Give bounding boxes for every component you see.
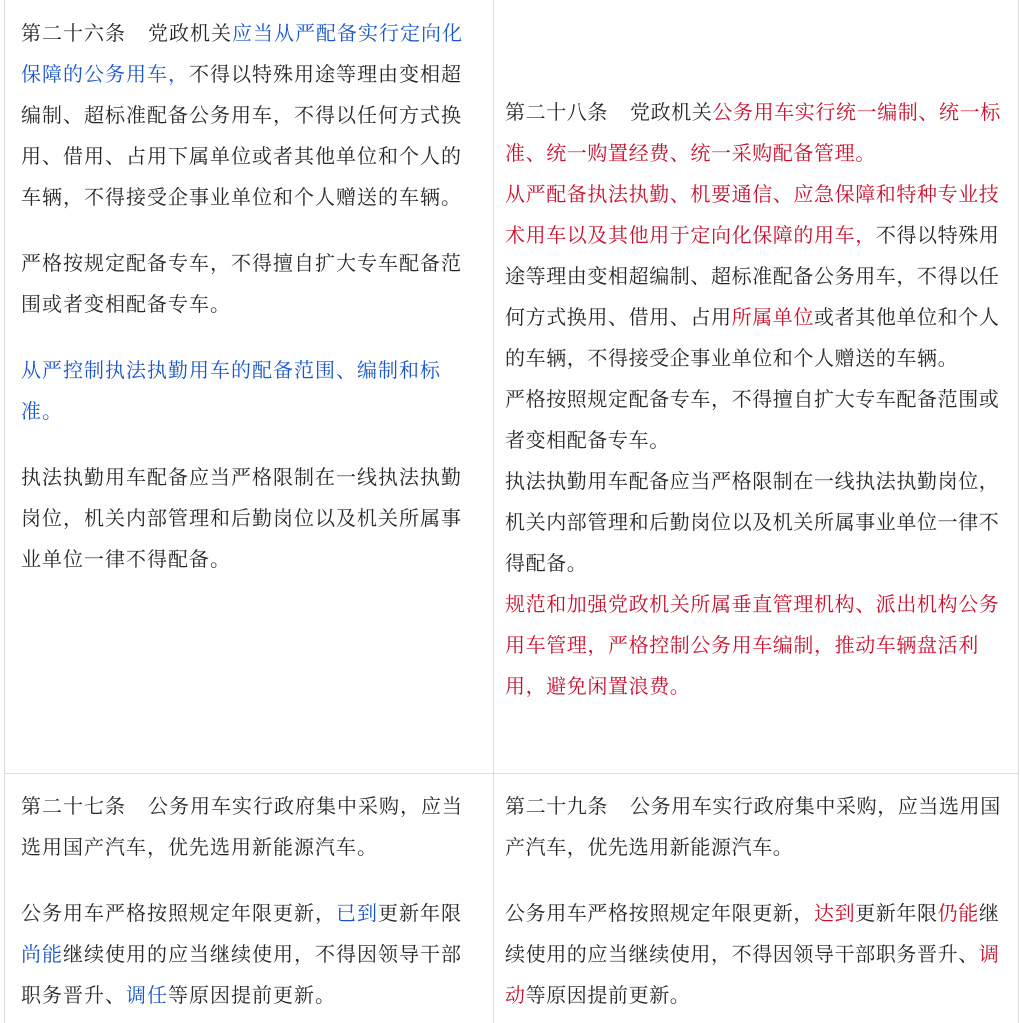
removed-text: 应当从严配备实行定向化保障的公务用车，: [21, 21, 463, 86]
new-article-28-cell: [505, 92, 1007, 707]
column-divider: [493, 0, 494, 1023]
new-article-29-cell: [505, 786, 1007, 1016]
article-number: 第二十九条: [505, 794, 608, 818]
old-article-26-paragraph-1: [21, 13, 479, 218]
old-article-26-cell: [21, 13, 479, 580]
text-segment: 不得以特殊用途等理由变相超编制、超标准配备公务用车，不得以任何方式换用、借用、占用: [505, 223, 1000, 329]
new-article-28-paragraph-1: [505, 92, 1007, 174]
comparison-table: [4, 0, 1019, 1023]
old-article-27-cell: [21, 786, 479, 1016]
removed-text: 调任: [126, 983, 168, 1007]
removed-text: 尚能: [21, 942, 63, 966]
row-divider: [5, 773, 1018, 774]
text-segment: 公务用车严格按照规定年限更新，: [505, 901, 814, 925]
new-article-29-paragraph-2: [505, 893, 1007, 1016]
text-segment: 不得以特殊用途等理由变相超编制、超标准配备公务用车，不得以任何方式换用、借用、占用下属单位或者其他单位和个人的车辆，不得接受企事业单位和个人赠送的车辆。: [21, 62, 462, 209]
new-article-28-paragraph-2: [505, 174, 1007, 379]
added-text: 公务用车实行统一编制、统一标准、统一购置经费、统一采购配备管理。: [505, 100, 1001, 165]
new-article-28-paragraph-5-added: 规范和加强党政机关所属垂直管理机构、派出机构公务用车管理，严格控制公务用车编制，推动车辆盘活利用，避免闲置浪费。: [505, 592, 1000, 698]
new-article-28-paragraph-4: 执法执勤用车配备应当严格限制在一线执法执勤岗位，机关内部管理和后勤岗位以及机关所属事业单位一律不得配备。: [505, 469, 1000, 575]
text-segment: 继续使用的应当继续使用，不得因领导干部职务晋升、: [21, 942, 462, 1007]
text-segment: 或者其他单位和个人的车辆，不得接受企事业单位和个人赠送的车辆。: [505, 305, 1000, 370]
old-article-26-paragraph-3-removed: 从严控制执法执勤用车的配备范围、编制和标准。: [21, 358, 441, 423]
text-segment: 更新年限: [855, 901, 938, 925]
text-segment: 等原因提前更新。: [168, 983, 336, 1007]
old-article-27-paragraph-1: [21, 786, 479, 868]
article-number: 第二十七条: [21, 794, 126, 818]
old-article-26-paragraph-4: 执法执勤用车配备应当严格限制在一线执法执勤岗位，机关内部管理和后勤岗位以及机关所属事业单位一律不得配备。: [21, 465, 462, 571]
text-segment: 公务用车实行政府集中采购，应当选用国产汽车，优先选用新能源汽车。: [505, 794, 1001, 859]
text-segment: 党政机关: [630, 100, 713, 124]
text-segment: 党政机关: [148, 21, 232, 45]
added-text: 所属单位: [731, 305, 815, 329]
text-segment: 等原因提前更新。: [525, 983, 691, 1007]
removed-text: 已到: [336, 901, 378, 925]
added-text: 达到: [814, 901, 856, 925]
text-segment: 公务用车严格按照规定年限更新，: [21, 901, 336, 925]
old-article-27-paragraph-2: [21, 893, 479, 1016]
new-article-28-paragraph-3: 严格按照规定配备专车，不得擅自扩大专车配备范围或者变相配备专车。: [505, 387, 1000, 452]
article-number: 第二十八条: [505, 100, 608, 124]
article-number: 第二十六条: [21, 21, 126, 45]
text-segment: 公务用车实行政府集中采购，应当选用国产汽车，优先选用新能源汽车。: [21, 794, 463, 859]
added-text: 仍能: [937, 901, 979, 925]
text-segment: 继续使用的应当继续使用，不得因领导干部职务晋升、: [505, 901, 1000, 966]
added-text: 调动: [505, 942, 1000, 1007]
new-article-29-paragraph-1: [505, 786, 1007, 868]
old-article-26-paragraph-2: 严格按规定配备专车，不得擅自扩大专车配备范围或者变相配备专车。: [21, 251, 462, 316]
added-text: 从严配备执法执勤、机要通信、应急保障和特种专业技术用车以及其他用于定向化保障的用车，: [505, 182, 1000, 247]
text-segment: 更新年限: [378, 901, 462, 925]
